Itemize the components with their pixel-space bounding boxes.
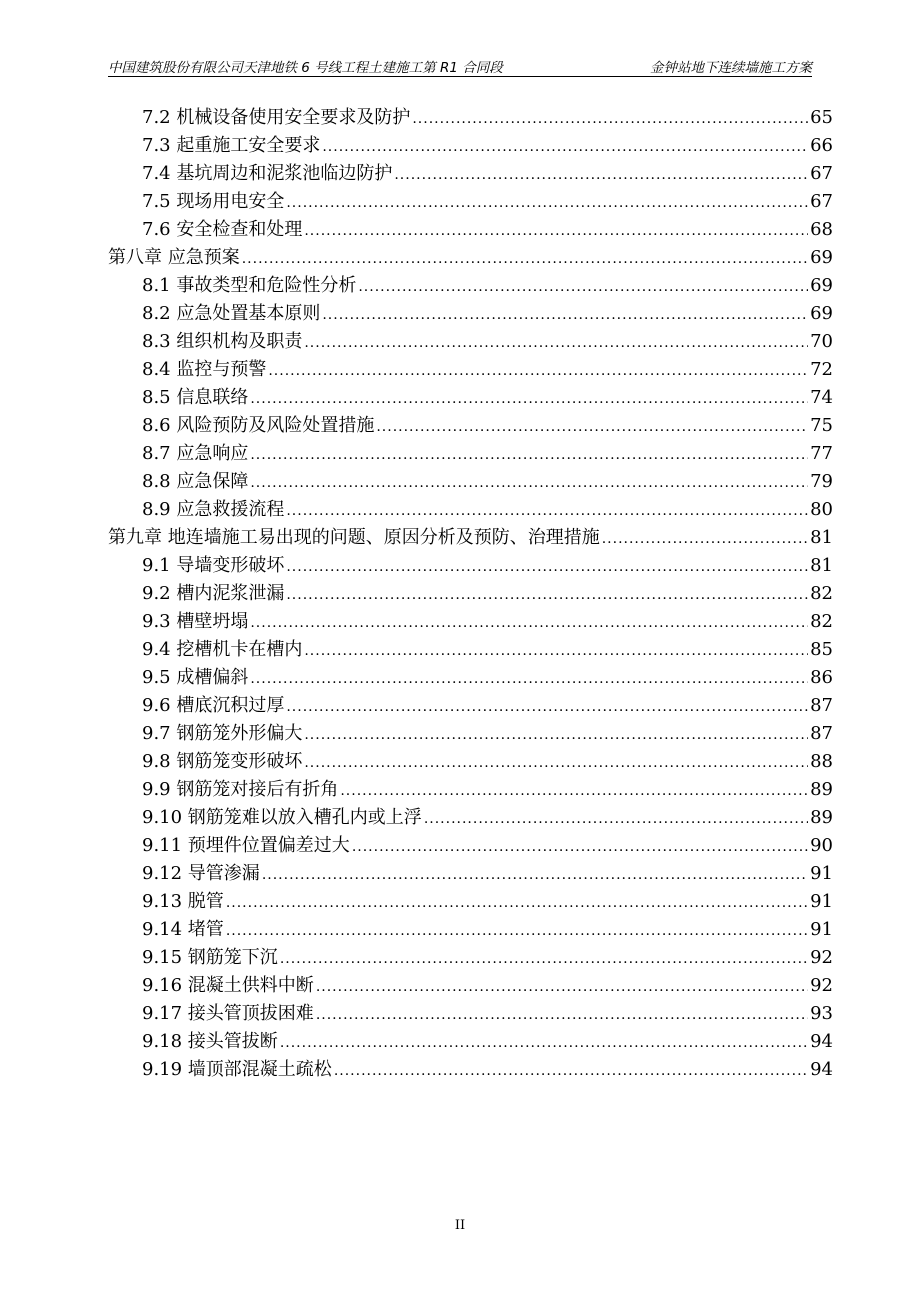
toc-dot-leader: [424, 805, 808, 833]
toc-entry-page: 82: [810, 583, 833, 604]
toc-dot-leader: [322, 133, 808, 161]
toc-dot-leader: [250, 385, 808, 413]
table-of-contents: [108, 104, 833, 1084]
toc-entry-title: 8.9 应急救援流程: [142, 499, 285, 520]
toc-dot-leader: [250, 441, 808, 469]
toc-entry-page: 74: [810, 387, 833, 408]
toc-entry-title: 9.7 钢筋笼外形偏大: [142, 723, 303, 744]
toc-entry-page: 72: [810, 359, 833, 380]
toc-section-entry[interactable]: [108, 804, 833, 832]
toc-entry-page: 79: [810, 471, 833, 492]
toc-dot-leader: [316, 973, 808, 1001]
toc-section-entry[interactable]: [108, 1028, 833, 1056]
toc-section-entry[interactable]: [108, 636, 833, 664]
toc-dot-leader: [304, 637, 808, 665]
toc-dot-leader: [352, 833, 808, 861]
toc-section-entry[interactable]: [108, 860, 833, 888]
toc-section-entry[interactable]: [108, 888, 833, 916]
toc-section-entry[interactable]: [108, 104, 833, 132]
toc-dot-leader: [358, 273, 808, 301]
toc-section-entry[interactable]: [108, 776, 833, 804]
toc-dot-leader: [304, 749, 808, 777]
toc-dot-leader: [412, 105, 808, 133]
toc-entry-title: 7.5 现场用电安全: [142, 191, 285, 212]
toc-entry-title: 9.17 接头管顶拔困难: [142, 1003, 314, 1024]
toc-entry-title: 第九章 地连墙施工易出现的问题、原因分析及预防、治理措施: [108, 527, 600, 548]
toc-section-entry[interactable]: [108, 384, 833, 412]
toc-section-entry[interactable]: [108, 160, 833, 188]
toc-entry-title: 9.8 钢筋笼变形破坏: [142, 751, 303, 772]
toc-section-entry[interactable]: [108, 328, 833, 356]
toc-entry-title: 9.1 导墙变形破坏: [142, 555, 285, 576]
toc-entry-page: 88: [810, 751, 833, 772]
toc-entry-page: 82: [810, 611, 833, 632]
toc-section-entry[interactable]: [108, 916, 833, 944]
toc-dot-leader: [316, 1001, 808, 1029]
page-header: [108, 54, 812, 77]
toc-section-entry[interactable]: [108, 552, 833, 580]
toc-entry-title: 9.11 预埋件位置偏差过大: [142, 835, 350, 856]
toc-dot-leader: [304, 721, 808, 749]
toc-dot-leader: [250, 665, 808, 693]
toc-dot-leader: [250, 609, 808, 637]
toc-dot-leader: [286, 693, 808, 721]
toc-entry-title: 8.4 监控与预警: [142, 359, 267, 380]
toc-dot-leader: [286, 497, 808, 525]
toc-chapter-entry[interactable]: [108, 244, 833, 272]
toc-entry-title: 9.9 钢筋笼对接后有折角: [142, 779, 339, 800]
toc-section-entry[interactable]: [108, 132, 833, 160]
toc-entry-page: 80: [810, 499, 833, 520]
toc-section-entry[interactable]: [108, 832, 833, 860]
toc-dot-leader: [226, 917, 808, 945]
toc-section-entry[interactable]: [108, 664, 833, 692]
toc-section-entry[interactable]: [108, 972, 833, 1000]
toc-entry-title: 9.12 导管渗漏: [142, 863, 260, 884]
toc-entry-page: 90: [810, 835, 833, 856]
toc-entry-page: 91: [810, 919, 833, 940]
toc-entry-title: 9.3 槽壁坍塌: [142, 611, 249, 632]
toc-entry-title: 8.7 应急响应: [142, 443, 249, 464]
toc-entry-page: 81: [810, 555, 833, 576]
toc-entry-page: 69: [810, 303, 833, 324]
toc-entry-title: 9.19 墙顶部混凝土疏松: [142, 1059, 332, 1080]
toc-entry-page: 67: [810, 191, 833, 212]
toc-entry-title: 7.3 起重施工安全要求: [142, 135, 321, 156]
page-number: II: [454, 1218, 466, 1233]
toc-section-entry[interactable]: [108, 720, 833, 748]
toc-entry-page: 92: [810, 975, 833, 996]
toc-entry-page: 91: [810, 891, 833, 912]
toc-entry-title: 8.6 风险预防及风险处置措施: [142, 415, 375, 436]
toc-dot-leader: [340, 777, 808, 805]
toc-entry-title: 9.4 挖槽机卡在槽内: [142, 639, 303, 660]
toc-section-entry[interactable]: [108, 692, 833, 720]
toc-entry-title: 8.8 应急保障: [142, 471, 249, 492]
toc-entry-title: 9.13 脱管: [142, 891, 224, 912]
toc-section-entry[interactable]: [108, 468, 833, 496]
toc-entry-page: 92: [810, 947, 833, 968]
toc-entry-title: 8.1 事故类型和危险性分析: [142, 275, 357, 296]
toc-entry-page: 94: [810, 1059, 833, 1080]
toc-entry-page: 66: [810, 135, 833, 156]
toc-entry-page: 86: [810, 667, 833, 688]
toc-entry-page: 94: [810, 1031, 833, 1052]
toc-dot-leader: [376, 413, 808, 441]
toc-chapter-entry[interactable]: [108, 524, 833, 552]
toc-entry-page: 93: [810, 1003, 833, 1024]
toc-entry-title: 7.6 安全检查和处理: [142, 219, 303, 240]
toc-dot-leader: [250, 469, 808, 497]
toc-entry-page: 85: [810, 639, 833, 660]
toc-dot-leader: [286, 553, 808, 581]
toc-dot-leader: [394, 161, 808, 189]
toc-dot-leader: [286, 189, 808, 217]
toc-entry-title: 8.3 组织机构及职责: [142, 331, 303, 352]
toc-entry-title: 9.10 钢筋笼难以放入槽孔内或上浮: [142, 807, 422, 828]
toc-section-entry[interactable]: [108, 356, 833, 384]
toc-section-entry[interactable]: [108, 944, 833, 972]
toc-entry-page: 91: [810, 863, 833, 884]
toc-dot-leader: [602, 525, 808, 553]
toc-section-entry[interactable]: [108, 1056, 833, 1084]
toc-entry-page: 77: [810, 443, 833, 464]
toc-entry-page: 87: [810, 695, 833, 716]
toc-entry-page: 69: [810, 275, 833, 296]
toc-section-entry[interactable]: [108, 1000, 833, 1028]
toc-entry-title: 7.4 基坑周边和泥浆池临边防护: [142, 163, 393, 184]
toc-dot-leader: [226, 889, 808, 917]
toc-section-entry[interactable]: [108, 216, 833, 244]
toc-entry-title: 9.14 堵管: [142, 919, 224, 940]
toc-section-entry[interactable]: [108, 440, 833, 468]
toc-entry-title: 9.18 接头管拔断: [142, 1031, 278, 1052]
toc-dot-leader: [322, 301, 808, 329]
toc-section-entry[interactable]: [108, 272, 833, 300]
toc-entry-title: 9.6 槽底沉积过厚: [142, 695, 285, 716]
toc-entry-page: 67: [810, 163, 833, 184]
toc-section-entry[interactable]: [108, 188, 833, 216]
toc-entry-title: 9.2 槽内泥浆泄漏: [142, 583, 285, 604]
toc-entry-page: 81: [810, 527, 833, 548]
toc-entry-page: 89: [810, 779, 833, 800]
header-document-title: 金钟站地下连续墙施工方案: [650, 60, 812, 76]
toc-dot-leader: [304, 217, 808, 245]
toc-dot-leader: [242, 245, 808, 273]
toc-entry-title: 9.16 混凝土供料中断: [142, 975, 314, 996]
toc-entry-page: 87: [810, 723, 833, 744]
toc-section-entry[interactable]: [108, 748, 833, 776]
toc-entry-title: 8.5 信息联络: [142, 387, 249, 408]
header-project-name: 中国建筑股份有限公司天津地铁 6 号线工程土建施工第 R1 合同段: [108, 60, 503, 76]
toc-entry-page: 68: [810, 219, 833, 240]
toc-section-entry[interactable]: [108, 496, 833, 524]
toc-section-entry[interactable]: [108, 412, 833, 440]
toc-entry-page: 89: [810, 807, 833, 828]
toc-dot-leader: [304, 329, 808, 357]
toc-dot-leader: [262, 861, 808, 889]
toc-entry-title: 7.2 机械设备使用安全要求及防护: [142, 107, 411, 128]
toc-entry-title: 8.2 应急处置基本原则: [142, 303, 321, 324]
toc-dot-leader: [334, 1057, 808, 1085]
toc-dot-leader: [268, 357, 808, 385]
toc-section-entry[interactable]: [108, 608, 833, 636]
toc-entry-page: 69: [810, 247, 833, 268]
toc-dot-leader: [280, 1029, 808, 1057]
toc-section-entry[interactable]: [108, 300, 833, 328]
toc-entry-title: 9.15 钢筋笼下沉: [142, 947, 278, 968]
toc-entry-page: 70: [810, 331, 833, 352]
toc-entry-title: 第八章 应急预案: [108, 247, 240, 268]
toc-entry-title: 9.5 成槽偏斜: [142, 667, 249, 688]
toc-section-entry[interactable]: [108, 580, 833, 608]
toc-dot-leader: [286, 581, 808, 609]
toc-entry-page: 65: [810, 107, 833, 128]
toc-entry-page: 75: [810, 415, 833, 436]
toc-dot-leader: [280, 945, 808, 973]
